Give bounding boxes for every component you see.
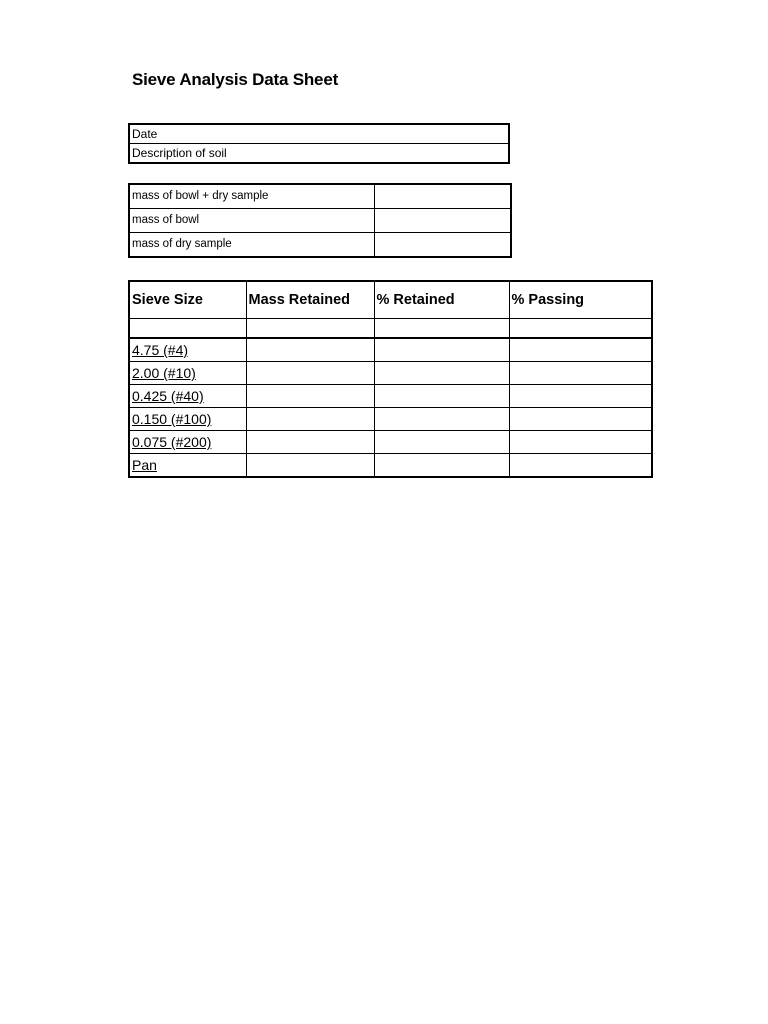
table-row (129, 385, 652, 408)
mass-retained-cell[interactable] (246, 431, 374, 454)
header-mass-retained: Mass Retained (246, 281, 374, 319)
info-row-description (129, 144, 509, 164)
table-row (129, 431, 652, 454)
mass-label: mass of dry sample (129, 233, 374, 258)
mass-label: mass of bowl (129, 209, 374, 233)
pct-passing-cell[interactable] (509, 338, 652, 362)
info-row-date (129, 124, 509, 144)
table-row (129, 454, 652, 478)
table-row (129, 408, 652, 431)
pct-passing-cell[interactable] (509, 454, 652, 478)
mass-retained-cell[interactable] (246, 454, 374, 478)
sieve-size-cell: 4.75 (#4) (129, 338, 246, 362)
blank-cell[interactable] (509, 319, 652, 339)
sieve-units-row (129, 319, 652, 339)
sieve-size-cell: Pan (129, 454, 246, 478)
header-pct-retained: % Retained (374, 281, 509, 319)
pct-retained-cell[interactable] (374, 408, 509, 431)
header-pct-passing: % Passing (509, 281, 652, 319)
pct-passing-cell[interactable] (509, 431, 652, 454)
blank-cell[interactable] (246, 319, 374, 339)
sieve-header-row (129, 281, 652, 319)
blank-cell[interactable] (374, 319, 509, 339)
sieve-table (128, 280, 653, 478)
info-table (128, 123, 510, 164)
mass-table (128, 183, 512, 258)
pct-passing-cell[interactable] (509, 408, 652, 431)
pct-retained-cell[interactable] (374, 454, 509, 478)
info-label-description: Description of soil (129, 144, 509, 164)
table-row (129, 338, 652, 362)
sieve-size-cell: 0.150 (#100) (129, 408, 246, 431)
sieve-size-cell: 0.075 (#200) (129, 431, 246, 454)
pct-passing-cell[interactable] (509, 385, 652, 408)
table-row (129, 362, 652, 385)
mass-retained-cell[interactable] (246, 362, 374, 385)
mass-label: mass of bowl + dry sample (129, 184, 374, 209)
mass-retained-cell[interactable] (246, 408, 374, 431)
mass-row (129, 209, 511, 233)
mass-value-cell[interactable] (374, 184, 511, 209)
pct-retained-cell[interactable] (374, 385, 509, 408)
mass-value-cell[interactable] (374, 209, 511, 233)
info-label-date: Date (129, 124, 509, 144)
sieve-size-cell: 2.00 (#10) (129, 362, 246, 385)
sieve-size-cell: 0.425 (#40) (129, 385, 246, 408)
header-sieve-size: Sieve Size (129, 281, 246, 319)
pct-retained-cell[interactable] (374, 338, 509, 362)
mass-retained-cell[interactable] (246, 385, 374, 408)
page-title: Sieve Analysis Data Sheet (132, 70, 339, 89)
mass-retained-cell[interactable] (246, 338, 374, 362)
pct-passing-cell[interactable] (509, 362, 652, 385)
mass-row (129, 184, 511, 209)
pct-retained-cell[interactable] (374, 431, 509, 454)
mass-row (129, 233, 511, 258)
pct-retained-cell[interactable] (374, 362, 509, 385)
mass-value-cell[interactable] (374, 233, 511, 258)
blank-cell[interactable] (129, 319, 246, 339)
